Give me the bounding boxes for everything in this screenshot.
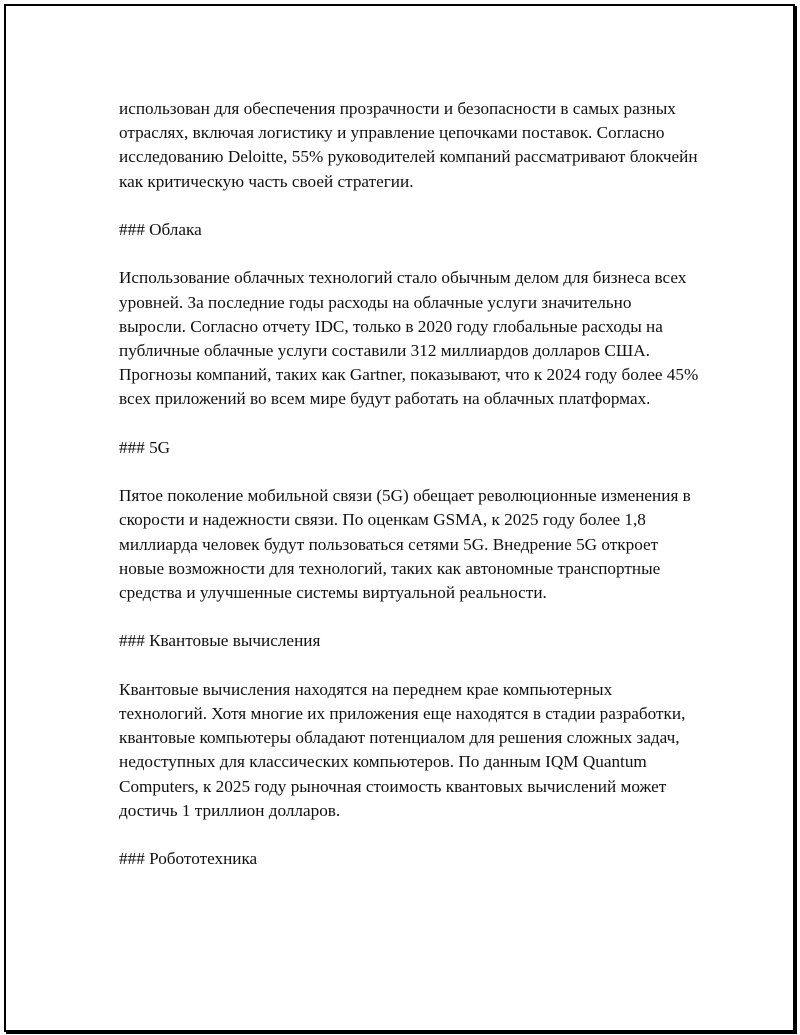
- heading-clouds: ### Облака: [119, 220, 202, 239]
- document-body: [119, 97, 699, 896]
- heading-robotics: ### Робототехника: [119, 849, 258, 869]
- paragraph-quantum-computing: Квантовые вычисления находятся на переднем крае компьютерных технологий. Хотя многие их приложения еще находятся в стадии разработки, квантовые компьютеры обладают потенциалом для решения сложных задач, недоступных для классических компьютеров. По данным IQM Quantum Computers, к 2025 году рыночная стоимость квантовых вычислений может достичь 1 триллион долларов.: [119, 679, 686, 820]
- paragraph-5g: Пятое поколение мобильной связи (5G) обещает революционные изменения в скорости и надежности связи. По оценкам GSMA, к 2025 году более 1,8 миллиарда человек будут пользоваться сетями 5G. Внедрение 5G откроет новые возможности для технологий, таких как автономные транспортные средства и улучшенные системы виртуальной реальности.: [119, 486, 691, 602]
- heading-5g: ### 5G: [119, 437, 171, 457]
- heading-quantum-computing: ### Квантовые вычисления: [119, 631, 321, 651]
- paragraph-clouds: Использование облачных технологий стало обычным делом для бизнеса всех уровней. За последние годы расходы на облачные услуги значительно выросли. Согласно отчету IDC, только в 2020 году глобальные расходы на публичные облачные услуги составили 312 миллиардов долларов США. Прогнозы компаний, таких как Gartner, показывают, что к 2024 году более 45% всех приложений во всем мире будут работать на облачных платформах.: [119, 268, 699, 409]
- page-frame: [4, 4, 795, 1032]
- paragraph-blockchain: использован для обеспечения прозрачности и безопасности в самых разных отраслях, включая логистику и управление цепочками поставок. Согласно исследованию Deloitte, 55% руководителей компаний рассматривают блокчейн как критическую часть своей стратегии.: [119, 99, 698, 191]
